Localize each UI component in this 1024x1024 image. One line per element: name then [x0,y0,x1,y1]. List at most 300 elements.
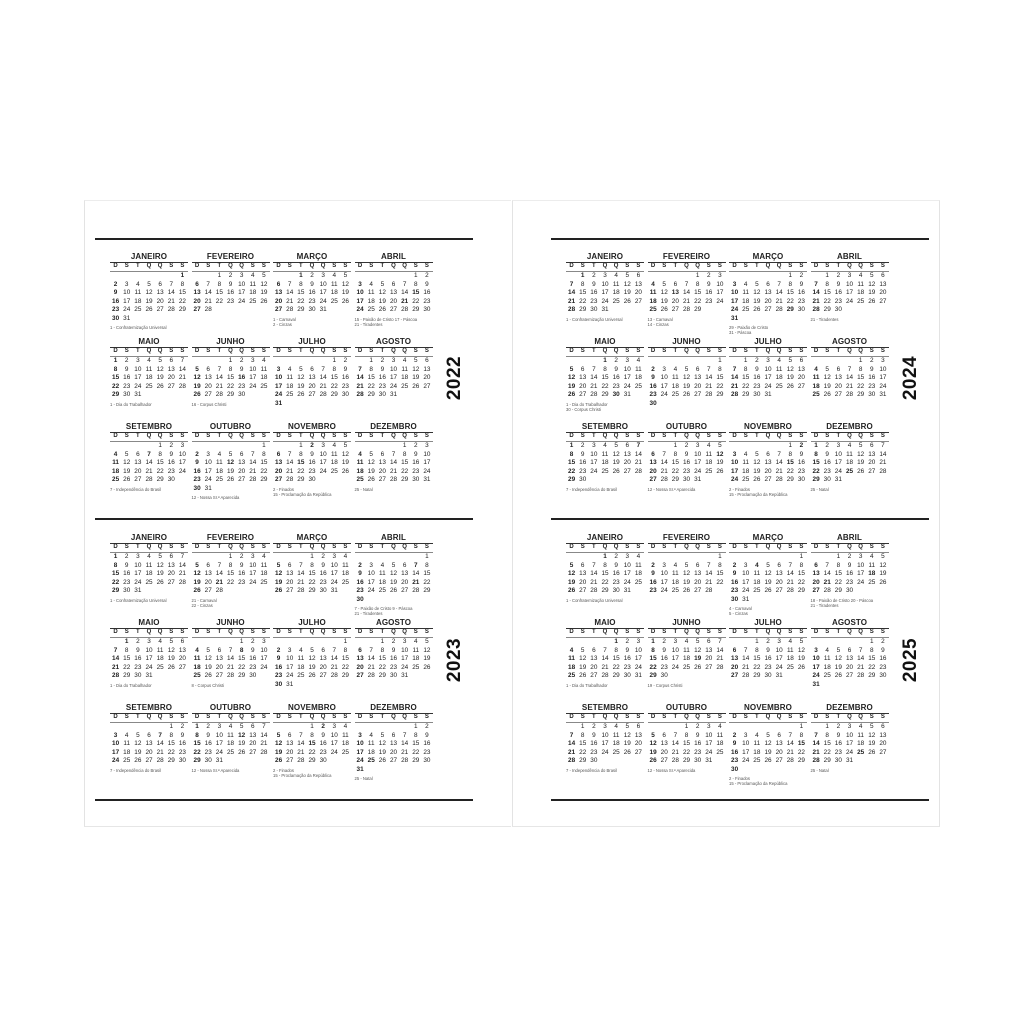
weekday-label: S [261,629,266,635]
day-cell: 18 [193,663,201,671]
day-cell: 15 [694,289,702,296]
weekday-label: T [673,263,678,269]
weekday-label: T [380,433,385,439]
day-cell: 26 [568,391,576,398]
weekday-label: D [276,348,281,354]
day-cell: 23 [879,663,887,671]
weekday-label: S [880,714,885,720]
day-cell: 28 [297,757,305,764]
day-cell: 15 [579,289,587,296]
day-cell: 12 [568,374,576,381]
day-cell: 26 [834,672,842,679]
day-cell: 25 [341,578,349,586]
day-cell: 26 [134,757,142,764]
weekday-label: S [343,348,348,354]
weekday-label: Q [402,348,407,354]
weekday-label: S [180,433,185,439]
weekday-label: T [673,629,678,635]
day-cell: 14 [226,655,235,662]
holiday-note: 1 - Confraternização Universal [566,316,623,322]
day-grid [729,553,807,604]
day-cell: 26 [204,672,212,679]
weekday-label: Q [613,348,619,354]
empty-cell [774,553,785,562]
day-cell: 24 [601,297,609,305]
month-calendar [648,618,726,688]
day-cell: 3 [592,442,596,449]
weekday-label: S [180,544,185,550]
day-cell: 31 [623,391,631,398]
day-cell: 22 [568,467,576,475]
day-cell: 21 [145,467,153,475]
day-cell: 2 [206,723,210,730]
day-cell: 17 [389,374,398,381]
day-cell: 10 [260,646,268,654]
day-cell: 13 [660,740,668,747]
day-cell: 29 [341,672,349,679]
day-cell: 8 [603,365,607,373]
weekday-label: S [261,714,266,720]
day-cell: 6 [673,280,678,288]
day-cell: 29 [297,476,305,483]
day-cell: 15 [423,570,431,577]
day-cell: 25 [156,663,164,671]
month-name: AGOSTO [831,337,868,346]
day-cell: 17 [731,297,739,305]
day-cell: 8 [228,561,233,569]
empty-cell [225,442,236,451]
day-cell: 21 [716,655,724,662]
day-cell: 21 [367,663,375,671]
weekday-label: T [136,544,140,550]
day-cell: 23 [341,382,349,390]
day-cell: 9 [766,646,770,654]
empty-cell [566,357,577,366]
day-cell: 4 [718,723,722,730]
day-grid [355,357,433,400]
day-cell: 4 [402,357,407,364]
month-name: FEVEREIRO [662,533,711,542]
day-cell: 14 [775,459,783,466]
day-cell: 11 [742,459,750,466]
day-cell: 2 [124,553,129,560]
empty-cell [203,272,214,281]
month-calendar [648,703,726,773]
empty-cell [762,553,773,562]
empty-cell [295,357,306,366]
weekday-header [729,543,807,553]
day-cell: 23 [123,382,131,390]
day-cell: 25 [260,578,268,586]
day-cell: 24 [145,663,153,671]
day-cell: 7 [287,450,292,458]
day-cell: 20 [286,748,294,756]
day-cell: 23 [823,467,831,475]
day-cell: 30 [341,391,349,398]
day-cell: 24 [731,476,739,483]
bottom-rule-right [551,799,929,801]
day-cell: 12 [297,374,305,381]
day-cell: 17 [845,289,854,296]
day-cell: 22 [238,663,246,671]
month-calendar [192,252,270,315]
day-cell: 9 [358,570,362,577]
day-cell: 26 [275,757,283,764]
day-cell: 7 [413,561,418,569]
day-cell: 1 [695,272,700,279]
weekday-label: Q [695,714,700,720]
day-cell: 30 [797,476,805,483]
day-cell: 16 [226,289,235,296]
day-cell: 27 [423,382,431,390]
day-cell: 8 [158,450,162,458]
day-cell: 18 [123,748,131,756]
day-cell: 7 [569,280,574,288]
weekday-label: Q [847,263,852,269]
day-cell: 19 [308,663,316,671]
empty-cell [318,638,329,647]
day-cell: 4 [228,723,233,730]
day-cell: 24 [742,757,750,764]
day-cell: 25 [716,748,724,756]
day-cell: 3 [662,365,666,373]
weekday-label: T [380,544,385,550]
holiday-note: 1 - Confraternização Universal [566,597,623,603]
day-cell: 24 [742,587,750,594]
weekday-label: Q [765,629,771,635]
weekday-label: Q [309,263,315,269]
day-cell: 31 [330,587,338,594]
day-cell: 30 [623,672,631,679]
day-cell: 2 [755,357,759,364]
day-cell: 10 [845,280,854,288]
weekday-label: S [662,348,667,354]
empty-cell [355,357,366,366]
day-cell: 8 [788,280,793,288]
day-cell: 8 [310,731,314,739]
day-cell: 2 [825,442,829,449]
day-cell: 27 [879,297,887,305]
weekday-label: Q [146,433,152,439]
day-cell: 30 [753,391,761,398]
day-cell: 1 [343,638,348,645]
day-cell: 13 [167,561,175,569]
day-cell: 12 [612,450,620,458]
day-cell: 3 [136,357,140,364]
month-name: JUNHO [672,618,701,627]
day-cell: 3 [217,723,222,730]
day-cell: 18 [297,663,305,671]
weekday-label: T [299,629,303,635]
day-cell: 27 [167,382,175,390]
day-cell: 9 [732,570,737,577]
day-cell: 6 [391,731,396,739]
day-cell: 7 [777,280,781,288]
weekday-label: T [755,714,759,720]
day-cell: 10 [879,365,887,373]
weekday-label: Q [765,263,771,269]
day-cell: 6 [881,723,885,730]
month-name: JANEIRO [586,252,624,261]
weekday-label: T [299,348,303,354]
month-calendar [811,422,889,492]
weekday-label: Q [776,544,782,550]
weekday-label: S [206,544,211,550]
day-cell: 29 [568,476,576,483]
day-cell: 29 [823,306,831,313]
day-cell: 23 [753,382,761,390]
day-cell: 16 [879,655,887,662]
day-cell: 18 [145,374,153,381]
weekday-label: S [717,433,722,439]
day-cell: 22 [797,748,805,756]
day-cell: 25 [215,476,223,483]
weekday-label: T [380,263,385,269]
day-cell: 26 [341,297,349,305]
day-cell: 22 [612,663,620,671]
weekday-label: S [625,714,630,720]
day-cell: 30 [682,476,691,483]
day-cell: 6 [358,646,362,654]
year-label: 2023 [444,637,465,683]
day-cell: 4 [158,638,162,645]
weekday-label: S [625,263,630,269]
day-cell: 12 [579,655,587,662]
empty-cell [295,638,306,647]
empty-cell [729,638,740,647]
day-cell: 8 [799,561,804,569]
day-cell: 17 [764,374,772,381]
month-name: DEZEMBRO [826,422,873,431]
day-cell: 13 [145,740,153,747]
day-cell: 22 [423,578,431,586]
day-cell: 6 [766,450,770,458]
day-cell: 7 [788,731,793,739]
day-cell: 8 [743,365,748,373]
day-cell: 27 [764,476,772,483]
day-cell: 9 [755,365,759,373]
holiday-note: 1 - Dia do Trabalhador [110,682,152,688]
day-cell: 30 [123,587,131,594]
weekday-label: Q [157,714,163,720]
empty-cell [648,553,659,562]
day-cell: 19 [797,655,805,662]
day-cell: 21 [879,459,887,466]
day-cell: 10 [178,450,186,458]
empty-cell [670,723,681,732]
day-cell: 18 [330,289,338,296]
day-cell: 20 [634,289,642,296]
day-cell: 4 [332,442,337,449]
day-cell: 12 [134,740,142,747]
weekday-label: S [343,714,348,720]
weekday-label: S [825,544,830,550]
day-cell: 8 [580,280,585,288]
day-cell: 9 [228,280,233,288]
day-cell: 26 [786,382,794,390]
empty-cell [703,553,714,562]
day-cell: 3 [695,442,700,449]
day-cell: 8 [217,280,222,288]
day-cell: 11 [672,374,679,381]
day-cell: 21 [178,374,186,381]
day-cell: 20 [204,578,212,586]
day-cell: 5 [569,561,574,569]
day-cell: 8 [113,365,118,373]
day-cell: 6 [206,365,210,373]
day-grid [355,442,433,485]
weekday-label: S [332,433,337,439]
weekday-label: D [569,348,574,354]
weekday-label: T [299,433,303,439]
day-grid [273,357,351,408]
day-cell: 6 [777,561,781,569]
weekday-label: Q [239,629,244,635]
day-cell: 6 [695,561,700,569]
day-cell: 1 [743,357,748,364]
day-cell: 18 [682,655,691,662]
day-cell: 25 [705,467,713,475]
weekday-label: D [569,629,574,635]
day-cell: 11 [330,280,338,288]
weekday-label: T [136,263,140,269]
day-cell: 4 [614,723,618,730]
day-cell: 22 [226,382,235,390]
weekday-label: S [717,544,722,550]
weekday-header [110,432,188,442]
day-cell: 13 [694,374,702,381]
empty-cell [192,442,203,451]
day-cell: 4 [369,731,373,739]
day-cell: 24 [134,578,142,586]
day-cell: 19 [868,289,876,296]
weekday-label: Q [402,263,407,269]
empty-cell [203,442,214,451]
weekday-label: S [169,544,174,550]
top-rule-left [95,238,473,240]
day-cell: 19 [682,382,691,390]
empty-cell [648,723,659,732]
day-cell: 2 [799,272,804,279]
month-calendar [273,252,351,327]
weekday-header [273,262,351,272]
day-cell: 11 [812,374,820,381]
weekday-label: D [113,544,118,550]
day-cell: 9 [413,450,418,458]
day-cell: 6 [287,561,292,569]
day-cell: 14 [568,740,576,747]
day-cell: 27 [215,672,223,679]
day-cell: 20 [319,663,327,671]
weekday-header [110,347,188,357]
day-cell: 10 [275,374,283,381]
day-cell: 12 [879,561,887,569]
day-cell: 1 [836,553,841,560]
weekday-header [110,262,188,272]
month-calendar [729,337,807,400]
empty-cell [588,357,599,366]
day-cell: 3 [706,723,711,730]
day-cell: 25 [367,757,375,764]
day-cell: 9 [614,365,618,373]
day-cell: 21 [412,578,420,586]
day-cell: 9 [343,365,348,373]
day-cell: 11 [612,280,620,288]
day-cell: 28 [178,382,186,390]
weekday-label: S [287,714,292,720]
day-cell: 10 [742,570,750,577]
weekday-header [110,713,188,723]
weekday-label: T [673,714,678,720]
weekday-label: T [673,544,678,550]
weekday-label: S [413,348,418,354]
holiday-note: 1 - Carnaval [273,316,296,322]
month-name: MAIO [138,618,160,627]
day-cell: 30 [694,757,702,764]
day-cell: 24 [112,757,120,764]
day-cell: 24 [731,306,739,313]
day-cell: 16 [249,655,257,662]
weekday-label: Q [157,263,163,269]
day-cell: 29 [579,306,587,313]
weekday-label: S [788,433,793,439]
day-cell: 5 [425,638,429,645]
day-cell: 21 [601,663,609,671]
weekday-label: Q [228,714,233,720]
weekday-header [355,713,433,723]
weekday-header [811,543,889,553]
day-cell: 12 [764,570,772,577]
day-cell: 7 [321,365,325,373]
day-cell: 18 [753,578,761,586]
day-cell: 25 [297,672,305,679]
day-cell: 10 [845,731,854,739]
weekday-label: Q [684,629,689,635]
day-cell: 13 [879,280,887,288]
day-cell: 27 [249,748,257,756]
empty-cell [366,442,377,451]
day-cell: 17 [249,374,257,381]
weekday-label: Q [765,433,771,439]
weekday-label: S [662,544,667,550]
day-cell: 27 [579,391,587,398]
month-calendar [355,422,433,492]
day-cell: 24 [356,306,364,313]
day-cell: 7 [358,365,362,373]
day-cell: 2 [195,450,199,458]
day-cell: 26 [378,757,386,764]
day-cell: 6 [169,357,174,364]
day-cell: 7 [299,731,303,739]
day-cell: 19 [275,578,283,586]
day-cell: 18 [786,655,794,662]
weekday-header [192,262,270,272]
day-cell: 2 [684,442,689,449]
day-cell: 5 [788,357,793,364]
weekday-label: S [636,629,641,635]
day-cell: 12 [308,655,316,662]
holiday-note: 1 - Dia do Trabalhador [110,401,152,407]
day-cell: 13 [215,655,223,662]
day-cell: 19 [423,655,431,662]
day-cell: 20 [579,578,587,586]
day-cell: 15 [716,570,724,577]
day-cell: 22 [193,748,201,756]
weekday-label: Q [765,348,771,354]
day-cell: 30 [193,484,201,492]
day-cell: 2 [881,638,885,645]
weekday-label: S [869,263,874,269]
